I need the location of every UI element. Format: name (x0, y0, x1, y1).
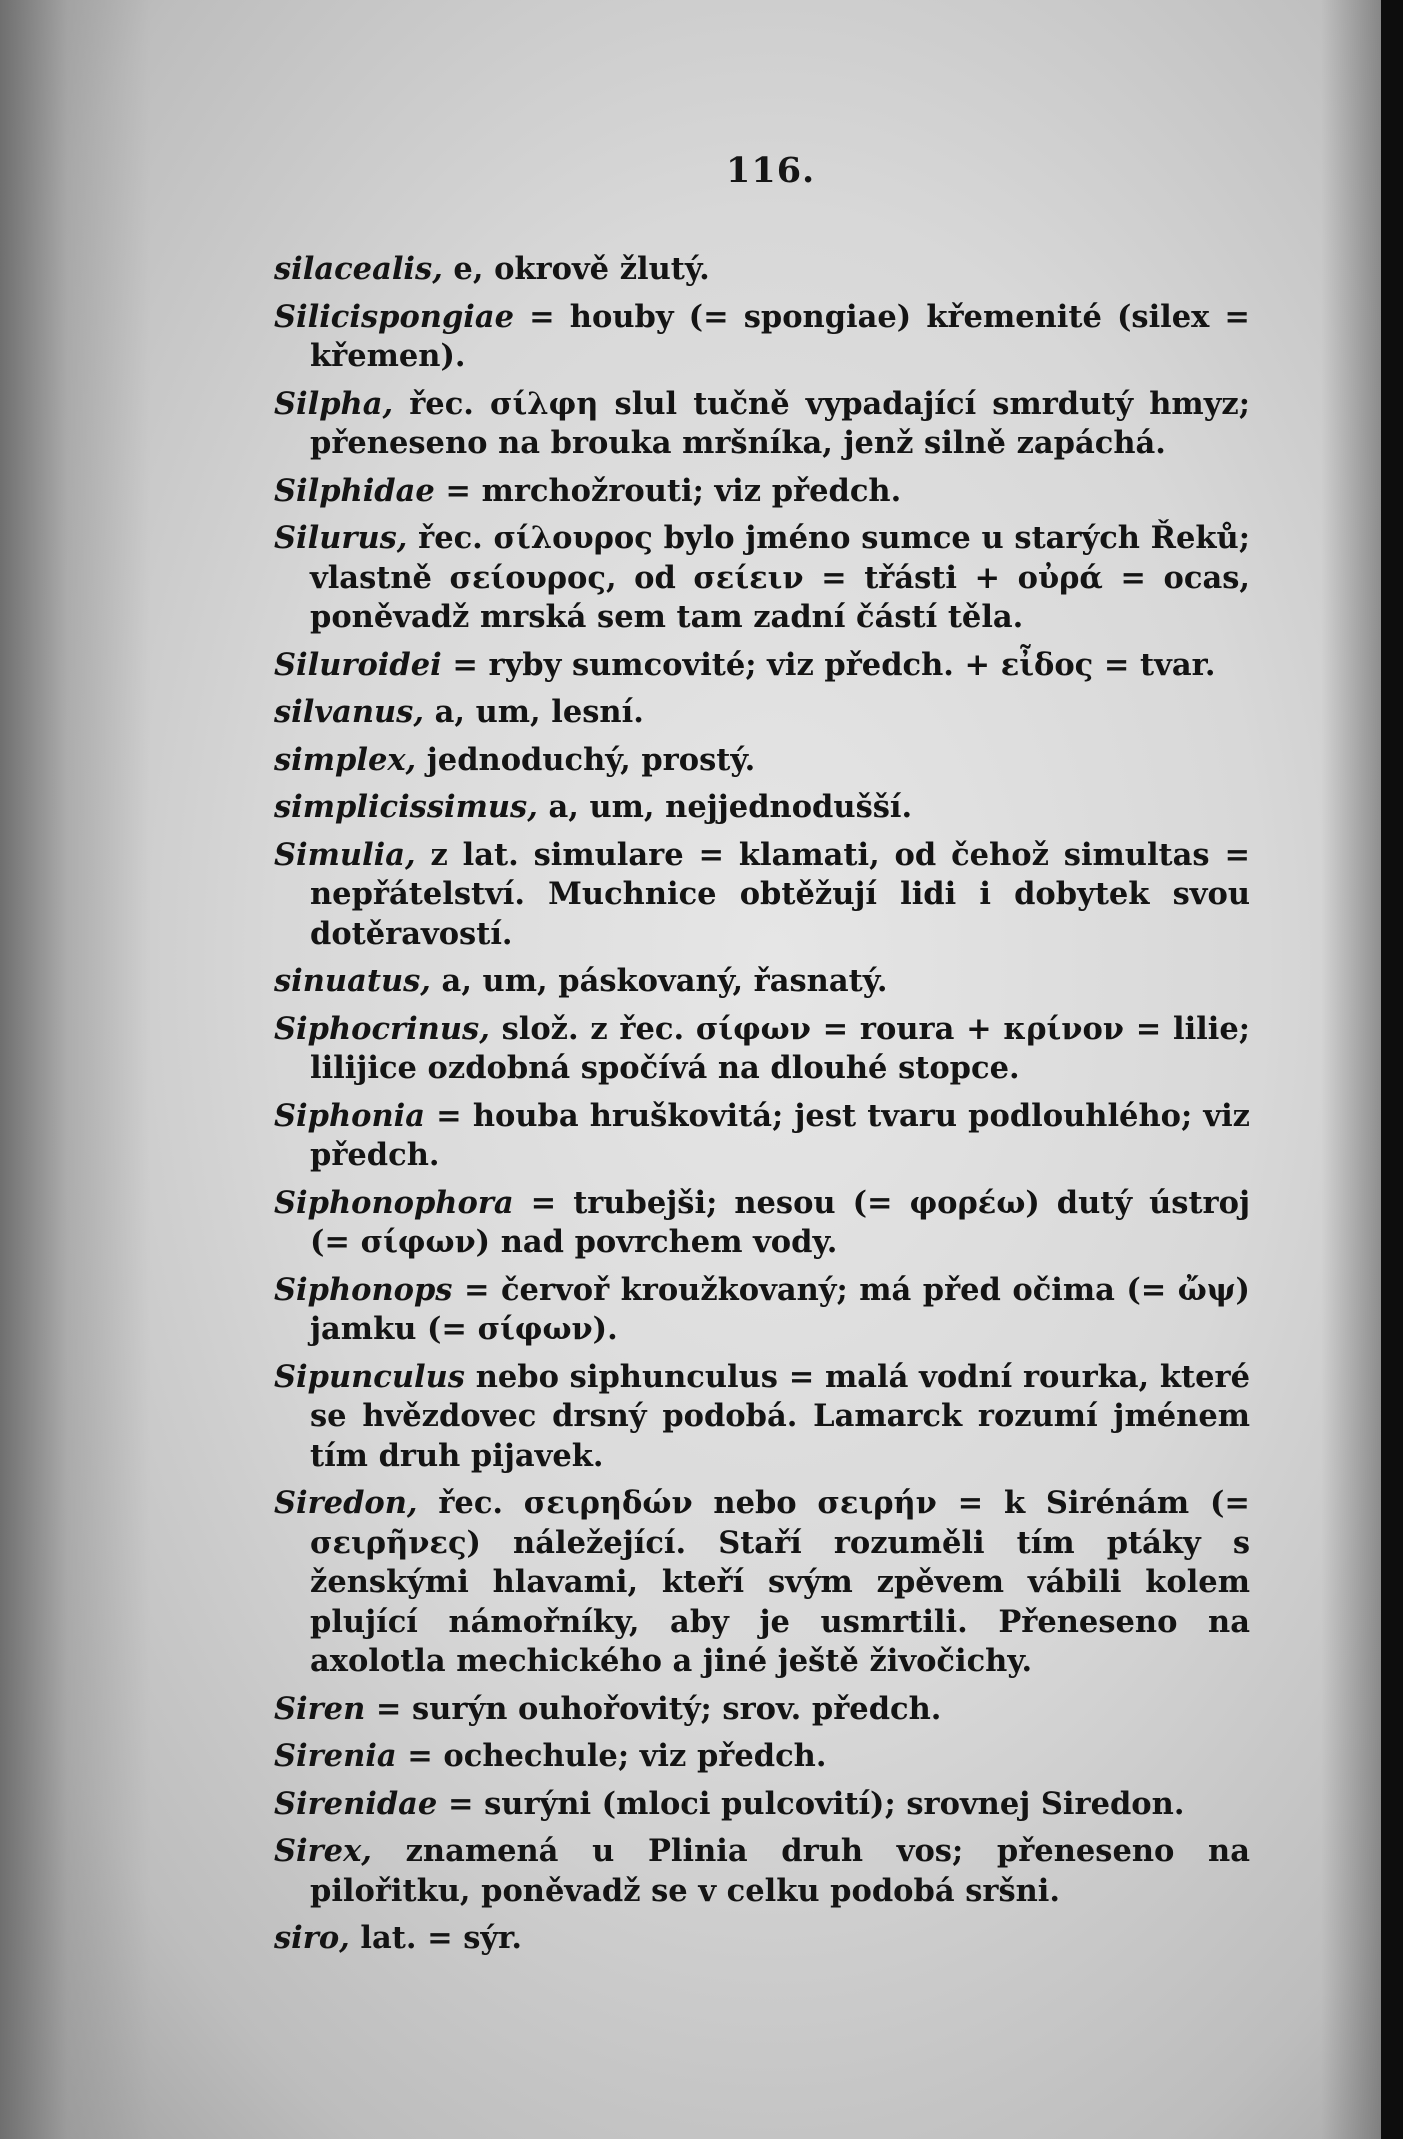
entry-silpha (274, 385, 1250, 464)
entry-definition: = mrchožrouti; viz předch. (434, 472, 902, 509)
entry-silicispongiae (274, 298, 1250, 377)
entry-sipunculus (274, 1358, 1250, 1477)
entry-definition: = ochechule; viz předch. (396, 1738, 827, 1774)
entry-term: Simulia, (274, 836, 416, 873)
entry-definition: = surýn ouhořovitý; srov. předch. (365, 1690, 942, 1727)
entry-sirex (274, 1832, 1250, 1911)
entry-sirenia (274, 1737, 1250, 1777)
page-number: 116. (726, 150, 816, 191)
entry-term: Silicispongiae (274, 298, 515, 335)
entry-definition: slož. z řec. σίφων = roura + κρίνον = lilie; lilijice ozdobná spočívá na dlouhé stopce. (310, 1010, 1250, 1086)
entry-silvanus (274, 693, 1250, 733)
entry-definition: = houba hruškovitá; jest tvaru podlouhlého; viz předch. (310, 1097, 1250, 1173)
entry-term: Siredon, (274, 1485, 418, 1521)
entry-definition: nebo siphunculus = malá vodní rourka, které se hvězdovec drsný podobá. Lamarck rozumí jménem tím druh pijavek. (310, 1358, 1250, 1474)
entry-siphonia (274, 1097, 1250, 1176)
entry-siphonophora (274, 1184, 1250, 1263)
entry-definition: e, okrově žlutý. (442, 251, 710, 287)
entry-definition: z lat. simulare = klamati, od čehož simultas = nepřátelství. Muchnice obtěžují lidi i dobytek svou dotěravostí. (310, 836, 1250, 952)
entry-term: Siphocrinus, (274, 1010, 490, 1047)
entry-definition: a, um, lesní. (423, 694, 644, 730)
entry-siphonops (274, 1271, 1250, 1350)
entry-definition: = trubejši; nesou (= φορέω) dutý ústroj (= σίφων) nad povrchem vody. (310, 1184, 1250, 1260)
entry-silurus (274, 519, 1250, 638)
entry-term: simplicissimus, (274, 789, 538, 825)
entry-term: Sipunculus (274, 1358, 465, 1395)
entry-definition: a, um, nejjednodušší. (537, 789, 913, 825)
entry-siphocrinus (274, 1010, 1250, 1089)
entry-definition: = houby (= spongiae) křemenité (silex = křemen). (310, 298, 1250, 374)
entry-term: Siphonophora (274, 1184, 514, 1221)
entry-term: silvanus, (274, 694, 424, 730)
entry-siro (274, 1919, 1250, 1959)
entry-simulia (274, 836, 1250, 955)
entry-term: Siren (274, 1690, 366, 1727)
entry-simplicissimus (274, 788, 1250, 828)
entry-term: sinuatus, (274, 963, 431, 999)
entry-term: siro, (274, 1920, 350, 1956)
entry-definition: a, um, páskovaný, řasnatý. (430, 963, 888, 999)
entry-siren (274, 1690, 1250, 1730)
entry-term: Sirenidae (274, 1785, 438, 1822)
entry-silacealis (274, 250, 1250, 290)
entry-term: Siphonia (274, 1097, 425, 1134)
entry-definition: lat. = sýr. (349, 1920, 523, 1956)
entry-sirenidae (274, 1785, 1250, 1825)
entry-siluroidei (274, 646, 1250, 686)
entry-definition: = surýni (mloci pulcovití); srovnej Siredon. (437, 1785, 1185, 1822)
entry-term: Silurus, (274, 520, 408, 556)
entry-sinuatus (274, 962, 1250, 1002)
entry-term: Sirex, (274, 1833, 372, 1869)
entry-term: simplex, (274, 741, 417, 778)
entry-simplex (274, 741, 1250, 781)
edge-shade (1321, 0, 1381, 2139)
entry-term: Siluroidei (274, 646, 442, 683)
entry-silphidae (274, 472, 1250, 512)
entry-definition: řec. σειρηδών nebo σειρήν = k Sirénám (= σειρῆνες) náležející. Staří rozuměli tím ptáky s ženskými hlavami, kteří svým zpěvem vábili kolem plující námořníky, aby je usmrtili. Přeneseno na axolotla mechického a jiné ještě živočichy. (310, 1485, 1250, 1679)
binding-shadow (0, 0, 150, 2139)
dictionary-entries (274, 250, 1250, 1967)
entry-definition: znamená u Plinia druh vos; přeneseno na pilořitku, poněvadž se v celku podobá sršni. (310, 1833, 1250, 1909)
page-edge-border (1381, 0, 1403, 2139)
entry-term: Silpha, (274, 385, 394, 422)
entry-definition: řec. σίλφη slul tučně vypadající smrdutý hmyz; přeneseno na brouka mršníka, jenž silně zapáchá. (310, 385, 1250, 461)
entry-definition: = ryby sumcovité; viz předch. + εἶδος = tvar. (441, 646, 1216, 683)
entry-definition: řec. σίλουρος bylo jméno sumce u starých Řeků; vlastně σείουρος, od σείειν = třásti + οὐρά = ocas, poněvadž mrská sem tam zadní částí těla. (310, 520, 1250, 635)
entry-siredon (274, 1484, 1250, 1682)
entry-term: Siphonops (274, 1271, 453, 1308)
entry-term: Silphidae (274, 472, 435, 509)
entry-definition: jednoduchý, prostý. (416, 741, 756, 778)
entry-definition: = červoř kroužkovaný; má před očima (= ὤψ) jamku (= σίφων). (310, 1271, 1250, 1347)
entry-term: silacealis, (274, 251, 443, 287)
entry-term: Sirenia (274, 1738, 397, 1774)
